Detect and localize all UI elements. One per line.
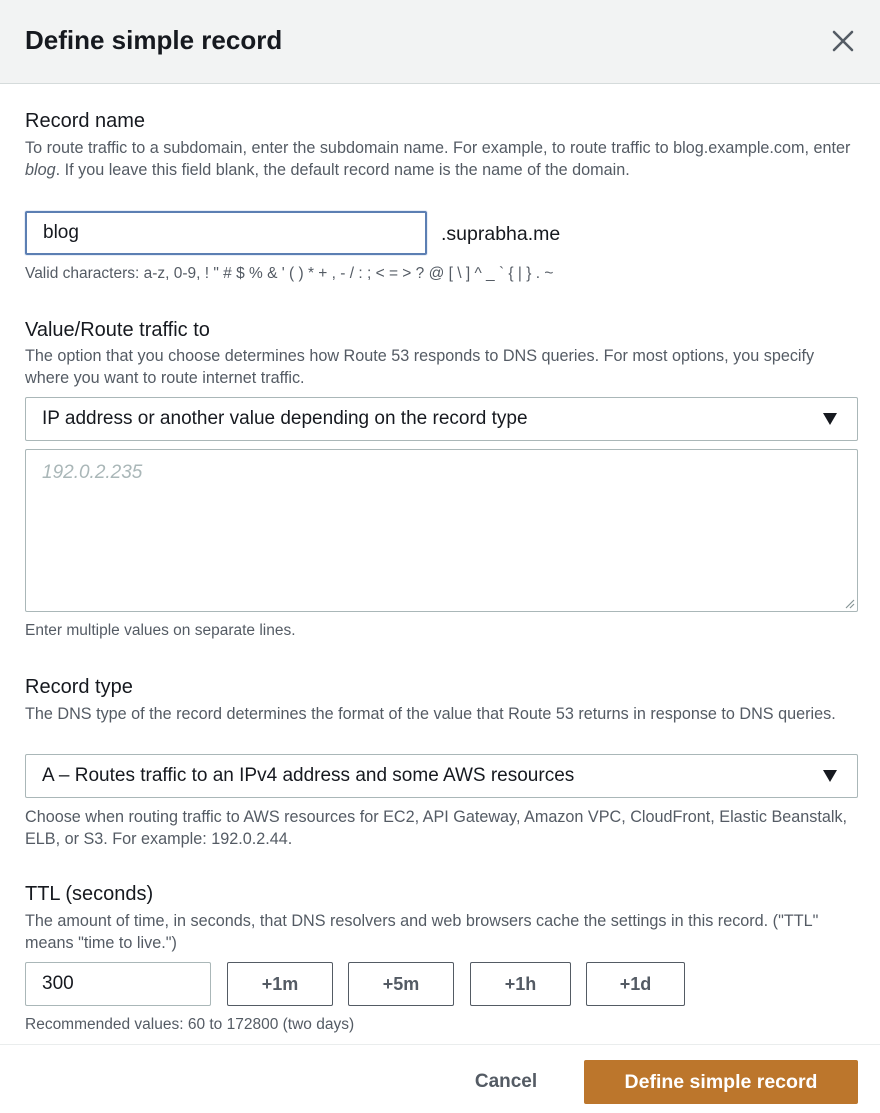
ttl-input[interactable]: 300 [25, 962, 211, 1006]
record-name-label: Record name [25, 110, 146, 132]
caret-down-icon [823, 413, 837, 425]
ttl-add-5m-button[interactable]: +5m [348, 962, 454, 1006]
record-value-hint: Enter multiple values on separate lines. [25, 622, 296, 639]
ttl-label: TTL (seconds) [25, 883, 154, 905]
record-type-description: The DNS type of the record determines the format of the value that Route 53 returns in response to DNS queries. [25, 705, 836, 723]
record-type-label: Record type [25, 676, 133, 698]
record-type-selected: A – Routes traffic to an IPv4 address and some AWS resources [42, 765, 575, 786]
resize-grip-icon[interactable] [843, 597, 855, 609]
record-value-placeholder: 192.0.2.235 [42, 462, 143, 483]
route-traffic-select[interactable] [25, 397, 858, 441]
dialog-title: Define simple record [25, 25, 283, 55]
ttl-add-1h-button[interactable]: +1h [470, 962, 571, 1006]
record-value-textarea[interactable] [25, 449, 858, 612]
route-traffic-description: The option that you choose determines how Route 53 responds to DNS queries. For most options, you specify where you want to route internet traffic. [25, 347, 815, 387]
cancel-button[interactable]: Cancel [474, 1071, 538, 1092]
ttl-add-1m-button[interactable]: +1m [227, 962, 333, 1006]
route-traffic-label: Value/Route traffic to [25, 319, 210, 341]
record-name-hint: Valid characters: a-z, 0-9, ! " # $ % & ' ( ) * + , - / : ; < = > ? @ [ \ ] ^ _ ` { | } . ~ [25, 265, 554, 282]
close-button[interactable] [826, 24, 860, 58]
ttl-add-1d-button[interactable]: +1d [586, 962, 685, 1006]
caret-down-icon [823, 770, 837, 782]
ttl-hint: Recommended values: 60 to 172800 (two days) [25, 1016, 355, 1033]
record-name-example: blog [25, 161, 56, 179]
footer-divider [0, 1044, 880, 1045]
close-icon [832, 30, 854, 52]
record-type-select[interactable] [25, 754, 858, 798]
record-type-hint: Choose when routing traffic to AWS resources for EC2, API Gateway, Amazon VPC, CloudFront, Elastic Beanstalk, ELB, or S3. For example: 192.0.2.44. [25, 808, 848, 848]
record-name-input[interactable]: blog [25, 211, 427, 255]
domain-suffix: .suprabha.me [441, 223, 561, 245]
ttl-description: The amount of time, in seconds, that DNS resolvers and web browsers cache the settings in this record. ("TTL" means "time to live.") [25, 912, 819, 952]
define-simple-record-button[interactable]: Define simple record [584, 1060, 858, 1104]
record-name-description: To route traffic to a subdomain, enter the subdomain name. For example, to route traffic to blog.example.com, enter blog. If you leave this field blank, the default record name is the name of the domain. [25, 139, 851, 179]
dialog-header [0, 0, 880, 84]
route-traffic-selected: IP address or another value depending on the record type [42, 408, 528, 429]
